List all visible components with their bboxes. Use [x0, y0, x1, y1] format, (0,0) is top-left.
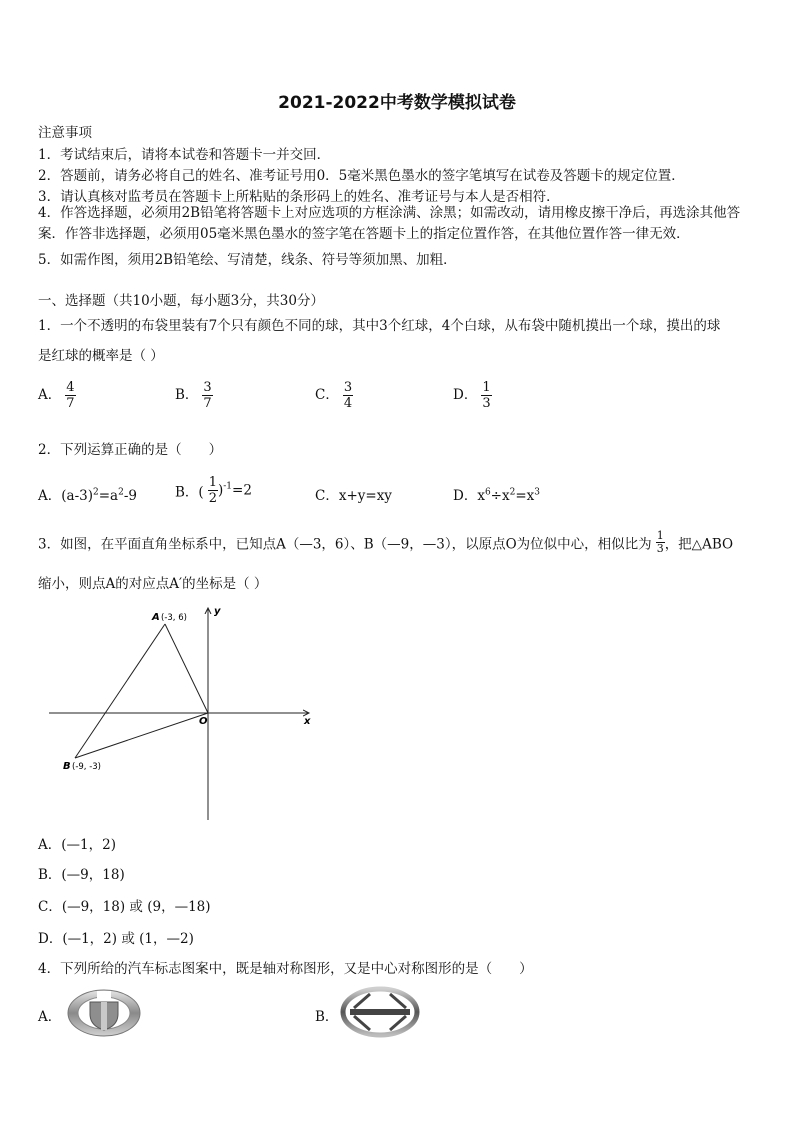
q1-option-d-den: 3: [482, 396, 491, 411]
q1-option-c-label: C．: [315, 387, 339, 403]
q2-option-d: [453, 484, 540, 504]
point-b-coord: (-9, -3): [72, 762, 101, 772]
q1-option-b-label: B．: [175, 387, 199, 403]
q1-stem-line1: 1．一个不透明的布袋里装有7个只有颜色不同的球，其中3个红球，4个白球，从布袋中随机摸出一个球，摸出的球: [38, 318, 721, 334]
point-a-coord: (-3, 6): [161, 613, 187, 623]
q1-option-c-fraction: [343, 380, 353, 411]
q2-option-a-base: A．(a-3): [38, 488, 93, 504]
origin-label: O: [199, 716, 208, 727]
q1-option-b: [175, 380, 213, 411]
q2-option-b-den: 2: [208, 491, 217, 506]
q3-stem-part2: ，把△ABO: [664, 536, 734, 553]
q2-option-d-exp1: 6: [484, 487, 491, 498]
point-a-label: A: [152, 612, 160, 623]
q3-option-d: D．(—1，2) 或 (1，—2): [38, 931, 194, 947]
q1-option-a: [38, 380, 76, 411]
q1-option-c-num: 3: [343, 380, 353, 395]
notice-item-2: 2．答题前，请务必将自己的姓名、准考证号用0．5毫米黑色墨水的签字笔填写在试卷及答题卡的规定位置．: [38, 168, 685, 184]
q3-ratio-num: 1: [656, 529, 664, 542]
coordinate-graph: [44, 600, 324, 825]
q2-option-a-exp2: 2: [118, 487, 124, 498]
q4-stem: 4．下列所给的汽车标志图案中，既是轴对称图形，又是中心对称图形的是（ ）: [38, 961, 533, 977]
q2-option-b-end: =2: [232, 482, 252, 499]
segment-ab: [75, 624, 165, 758]
q2-option-d-exp2: 2: [509, 487, 516, 498]
q2-stem: 2．下列运算正确的是（ ）: [38, 442, 223, 458]
q3-stem-part1: 3．如图，在平面直角坐标系中，已知点A（—3，6）、B（—9，—3），以原点O为位似中心，相似比为: [38, 536, 652, 553]
car-logo-b-icon: [340, 986, 420, 1038]
q3-stem-line1: [38, 530, 733, 555]
q2-option-b-fraction: [208, 475, 218, 506]
section-heading: 一、选择题（共10小题，每小题3分，共30分）: [38, 293, 324, 309]
q2-option-b-close: ): [217, 482, 224, 499]
q2-option-a-end: -9: [123, 488, 137, 504]
q3-ratio-den: 3: [656, 542, 664, 555]
q1-option-d-label: D．: [453, 387, 478, 403]
q1-option-c-den: 4: [343, 396, 353, 411]
q1-option-b-num: 3: [203, 380, 212, 395]
q2-option-b-num: 1: [208, 475, 217, 490]
q2-option-b: [175, 475, 252, 506]
q2-option-b-exp: -1: [223, 481, 233, 492]
q1-option-a-den: 7: [66, 396, 75, 411]
y-axis-label: y: [214, 606, 221, 617]
q3-option-b: B．(—9，18): [38, 867, 125, 883]
q3-ratio-fraction: [656, 530, 665, 555]
q4-option-b-label: B．: [315, 1009, 339, 1025]
q1-option-a-label: A．: [38, 387, 62, 403]
notice-heading: 注意事项: [38, 125, 92, 141]
notice-item-1: 1．考试结束后，请将本试卷和答题卡一并交回．: [38, 147, 331, 163]
exam-title: 2021-2022中考数学模拟试卷: [278, 93, 516, 113]
q2-option-d-a: D．x: [453, 488, 485, 504]
q2-option-d-exp3: 3: [534, 487, 541, 498]
q2-option-c: C．x+y=xy: [315, 488, 392, 504]
segment-bo: [75, 713, 208, 758]
q1-option-a-fraction: [65, 380, 75, 411]
q1-option-b-den: 7: [203, 396, 212, 411]
q2-option-b-label: B．(: [175, 484, 204, 501]
q3-option-c: C．(—9，18) 或 (9，—18): [38, 899, 211, 915]
q1-option-c: [315, 380, 353, 411]
x-axis-label: x: [304, 716, 311, 727]
q3-stem-line2: 缩小，则点A的对应点A′的坐标是（ ）: [38, 576, 268, 592]
q3-option-a: A．(—1，2): [38, 837, 116, 853]
point-b-label: B: [63, 761, 71, 772]
notice-item-3: 3．请认真核对监考员在答题卡上所粘贴的条形码上的姓名、准考证号与本人是否相符．: [38, 189, 560, 205]
q2-option-d-c: =x: [515, 488, 535, 504]
car-logo-a-icon: [66, 988, 142, 1038]
notice-item-4: 4．作答选择题，必须用2B铅笔将答题卡上对应选项的方框涂满、涂黑；如需改动，请用橡皮擦干净后，再选涂其他答案．作答非选择题，必须用05毫米黑色墨水的签字笔在答题卡上的指定位置作答，在其他位置作答一律无效．: [38, 205, 741, 242]
q1-option-d: [453, 380, 492, 411]
q2-option-a-exp1: 2: [92, 487, 99, 498]
q1-option-b-fraction: [202, 380, 212, 411]
q4-option-a-label: A．: [38, 1009, 62, 1025]
q2-option-a-mid: =a: [98, 488, 119, 504]
notice-item-5: 5．如需作图，须用2B铅笔绘、写清楚，线条、符号等须加黑、加粗．: [38, 252, 457, 268]
segment-ao: [165, 624, 208, 713]
q1-option-d-fraction: [481, 380, 491, 411]
q1-stem-line2: 是红球的概率是（ ）: [38, 348, 164, 364]
q2-option-a: [38, 484, 137, 504]
q1-option-a-num: 4: [66, 380, 75, 395]
q1-option-d-num: 1: [482, 380, 491, 395]
q2-option-d-b: ÷x: [490, 488, 510, 504]
